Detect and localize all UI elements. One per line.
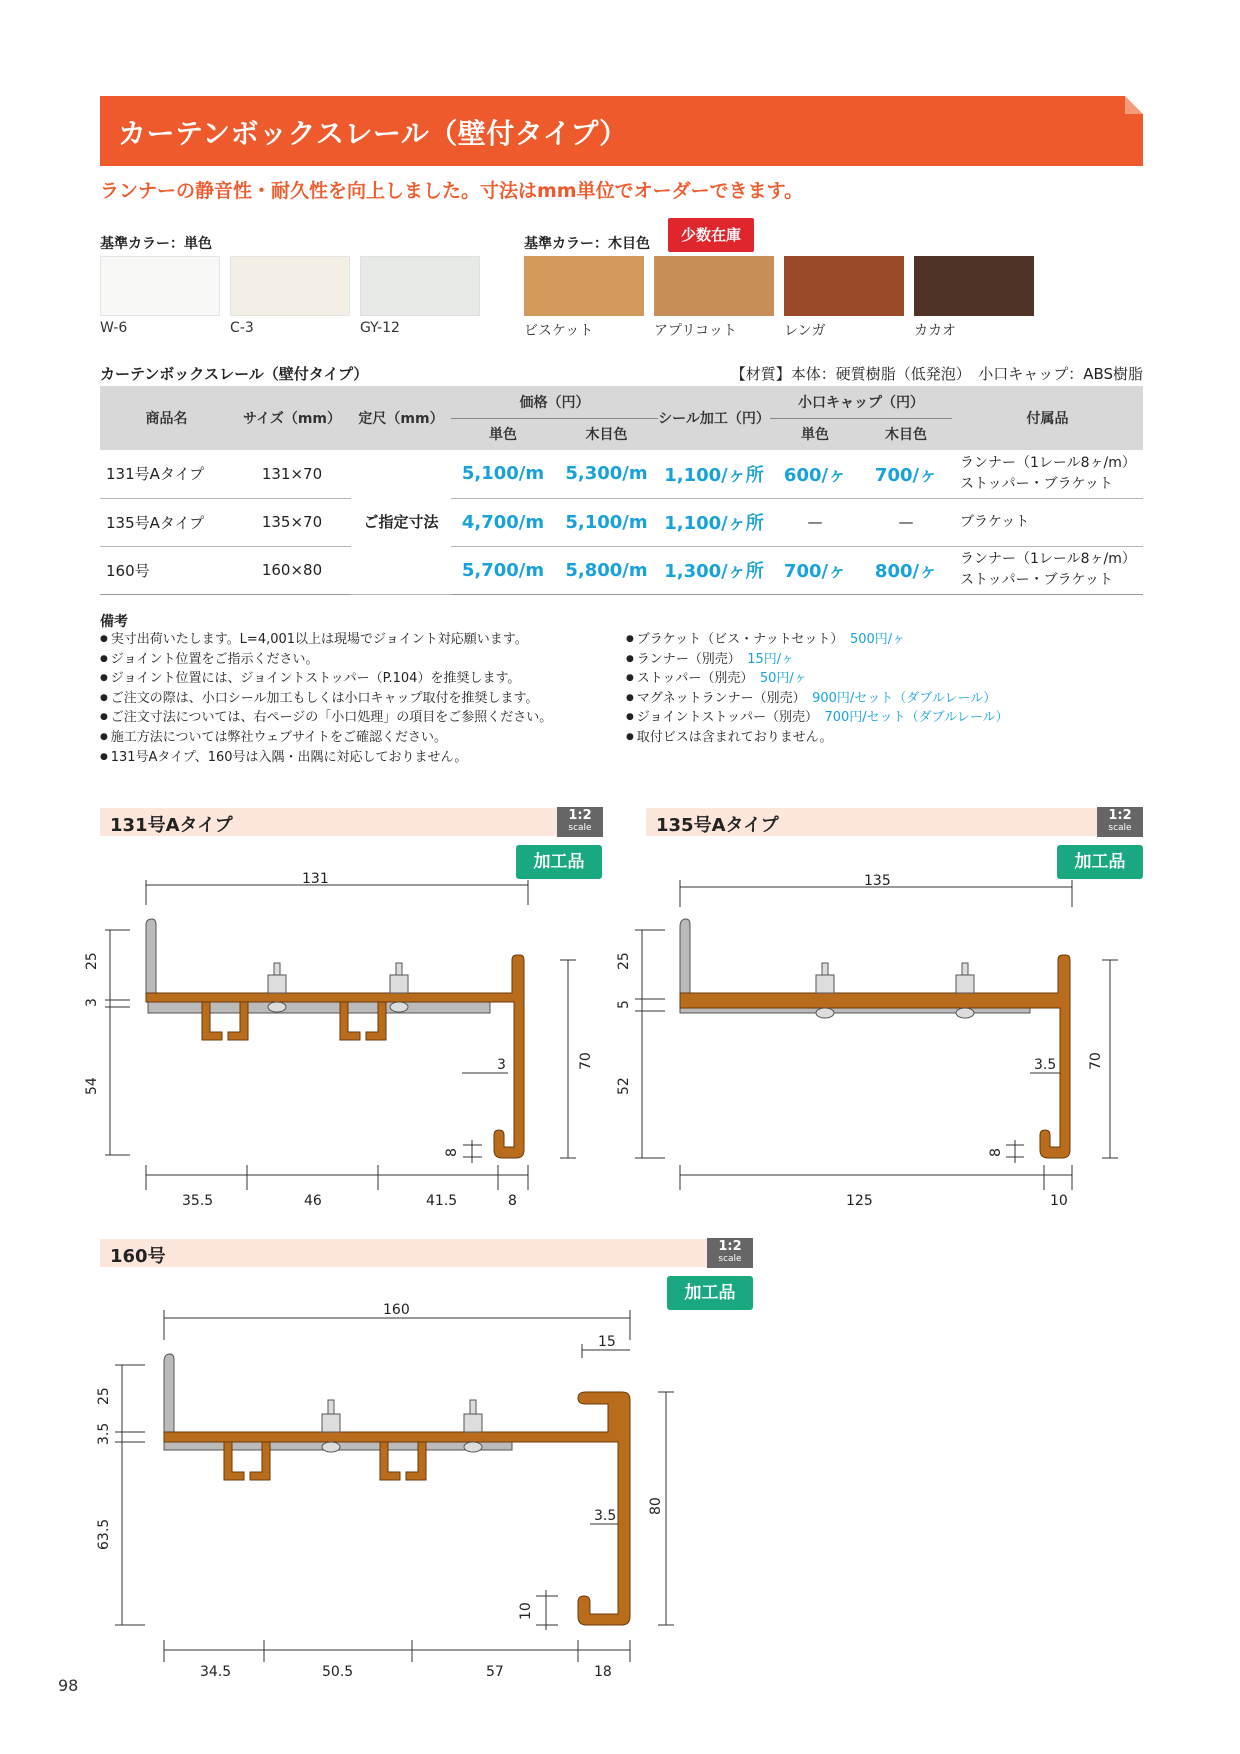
scale-ratio: 1:2: [568, 808, 592, 823]
header-size: サイズ（mm）: [233, 386, 351, 450]
scale-badge: [1097, 807, 1143, 837]
cell-cap-solid: —: [770, 498, 860, 546]
swatch-name: W-6: [100, 320, 128, 336]
header-price-solid: 単色: [451, 418, 555, 450]
note-item: ● 施工方法については弊社ウェブサイトをご確認ください。: [100, 728, 552, 748]
swatch-biscuit: [524, 256, 644, 316]
dim-b2: 46: [304, 1193, 322, 1209]
cell-cap-solid: 700/ヶ: [770, 546, 860, 594]
note-item: [626, 669, 1009, 689]
header-price-wood: 木目色: [555, 418, 658, 450]
dim-hook: 8: [444, 1148, 460, 1157]
title-bar: [100, 96, 1143, 166]
dim-lip: 15: [598, 1334, 616, 1350]
note-text: ブラケット（ビス・ナットセット）: [636, 632, 837, 647]
swatch-name: GY-12: [360, 320, 400, 336]
wood-color-label: 基準カラー：木目色: [524, 236, 650, 252]
note-item: [626, 630, 1009, 650]
swatch-c3: [230, 256, 350, 316]
cell-fixed: ご指定寸法: [351, 450, 451, 594]
cell-cap-wood: 800/ヶ: [860, 546, 952, 594]
cell-price-solid: 4,700/m: [451, 498, 555, 546]
dim-thk: 3.5: [1034, 1057, 1057, 1073]
cell-price-solid: 5,100/m: [451, 450, 555, 498]
cell-price-wood: 5,800/m: [555, 546, 658, 594]
dim-width: 160: [383, 1302, 410, 1318]
notes-heading: 備考: [100, 614, 128, 630]
dim-left-mid: 3.5: [96, 1422, 112, 1445]
header-cap-solid: 単色: [770, 418, 860, 450]
note-item: ● ジョイント位置をご指示ください。: [100, 650, 552, 670]
table-row: [100, 498, 1143, 546]
dim-left-mid: 5: [616, 1000, 632, 1009]
table-title: カーテンボックスレール（壁付タイプ）: [100, 365, 369, 383]
dim-b1: 125: [846, 1193, 873, 1209]
cell-seal: 1,100/ヶ所: [658, 450, 770, 498]
swatch-name: カカオ: [914, 323, 956, 339]
note-price: 900円/セット（ダブルレール）: [812, 690, 997, 706]
scale-word: scale: [718, 1254, 742, 1264]
section-131-title: 131号Aタイプ: [110, 815, 233, 836]
section-135-bar: [646, 808, 1143, 836]
solid-color-label: 基準カラー：単色: [100, 236, 212, 252]
header-fixed: 定尺（mm）: [351, 386, 451, 450]
note-text: ジョイントストッパー（別売）: [636, 710, 812, 726]
spec-table: [100, 386, 1143, 595]
note-item: [626, 689, 1009, 709]
stock-badge: 少数在庫: [668, 218, 754, 252]
note-item: [626, 708, 1009, 728]
cell-size: 135×70: [233, 498, 351, 546]
note-item: ● 131号Aタイプ、160号は入隅・出隅に対応しておりません。: [100, 748, 552, 768]
header-name: 商品名: [100, 386, 233, 450]
cell-acc: [952, 546, 1143, 594]
dim-width: 131: [302, 871, 329, 887]
page-title: カーテンボックスレール（壁付タイプ）: [118, 117, 628, 150]
dim-b1: 35.5: [182, 1193, 214, 1209]
cell-size: 160×80: [233, 546, 351, 594]
cell-cap-solid: 600/ヶ: [770, 450, 860, 498]
note-price: 15円/ヶ: [747, 651, 795, 667]
dim-thk: 3.5: [594, 1508, 617, 1524]
header-cap-wood: 木目色: [860, 418, 952, 450]
cell-acc: [952, 450, 1143, 498]
dim-left-mid: 3: [84, 998, 100, 1007]
kako-badge: 加工品: [1057, 845, 1143, 879]
dim-left-bot: 63.5: [96, 1518, 112, 1550]
kako-badge: 加工品: [516, 845, 602, 879]
cell-name: 131号Aタイプ: [100, 450, 233, 498]
swatch-name: C-3: [230, 320, 254, 336]
cell-price-wood: 5,100/m: [555, 498, 658, 546]
dim-left-top: 25: [616, 952, 632, 970]
dim-right-h: 80: [648, 1497, 664, 1515]
cell-size: 131×70: [233, 450, 351, 498]
dim-b4: 8: [508, 1193, 517, 1209]
note-item: [626, 650, 1009, 670]
acc-line: ランナー（1レール8ヶ/m）: [960, 454, 1136, 471]
section-160-title: 160号: [110, 1246, 166, 1267]
note-price: 700円/セット（ダブルレール）: [824, 710, 1009, 726]
note-text: マグネットランナー（別売）: [636, 690, 800, 706]
dim-left-bot: 52: [616, 1077, 632, 1095]
kako-badge: 加工品: [667, 1276, 753, 1310]
scale-word: scale: [1108, 823, 1132, 833]
dim-hook: 10: [518, 1602, 534, 1620]
table-row: [100, 450, 1143, 498]
cell-name: 135号Aタイプ: [100, 498, 233, 546]
dim-b2: 10: [1050, 1193, 1068, 1209]
acc-line: ストッパー・ブラケット: [960, 475, 1113, 492]
swatch-apricot: [654, 256, 774, 316]
dim-left-top: 25: [84, 952, 100, 970]
acc-line: ブラケット: [960, 513, 1030, 530]
header-seal: シール加工（円）: [658, 386, 770, 450]
scale-ratio: 1:2: [718, 1239, 742, 1254]
notes-right: [626, 630, 1009, 748]
cell-acc: [952, 498, 1143, 546]
header-cap: 小口キャップ（円）: [770, 386, 952, 418]
scale-badge: [707, 1238, 753, 1268]
note-item: ● ジョイント位置には、ジョイントストッパー（P.104）を推奨します。: [100, 669, 552, 689]
acc-line: ストッパー・ブラケット: [960, 572, 1113, 588]
note-item: [626, 728, 1009, 748]
swatch-name: アプリコット: [654, 323, 737, 339]
material-note: 【材質】本体：硬質樹脂（低発泡） 小口キャップ：ABS樹脂: [730, 365, 1143, 383]
profile-131-drawing: [84, 871, 610, 1215]
swatch-renga: [784, 256, 904, 316]
corner-fold: [1125, 96, 1143, 114]
cell-cap-wood: 700/ヶ: [860, 450, 952, 498]
dim-width: 135: [864, 873, 891, 889]
cell-price-wood: 5,300/m: [555, 450, 658, 498]
swatch-w6: [100, 256, 220, 316]
dim-b3: 41.5: [426, 1193, 458, 1209]
page-number: 98: [58, 1676, 79, 1695]
dim-b1: 34.5: [200, 1664, 232, 1680]
dim-left-bot: 54: [84, 1077, 100, 1095]
swatch-cacao: [914, 256, 1034, 316]
dim-b2: 50.5: [322, 1664, 354, 1680]
cell-seal: 1,300/ヶ所: [658, 546, 770, 594]
header-price: 価格（円）: [451, 386, 658, 418]
cell-cap-wood: —: [860, 498, 952, 546]
notes-left: [100, 630, 552, 767]
header-acc: 付属品: [952, 386, 1143, 450]
cell-seal: 1,100/ヶ所: [658, 498, 770, 546]
note-price: 50円/ヶ: [759, 671, 807, 687]
note-text: ランナー（別売）: [636, 651, 735, 667]
dim-b3: 57: [486, 1664, 504, 1680]
swatch-gy12: [360, 256, 480, 316]
dim-hook: 8: [988, 1148, 1004, 1157]
dim-right-h: 70: [1088, 1052, 1104, 1070]
note-price: 500円/ヶ: [849, 632, 906, 647]
dim-b4: 18: [594, 1664, 612, 1680]
profile-135-drawing: [616, 873, 1140, 1215]
section-135-title: 135号Aタイプ: [656, 815, 779, 836]
acc-line: ランナー（1レール8ヶ/m）: [960, 551, 1136, 567]
profile-160-drawing: [96, 1300, 700, 1680]
dim-right-h: 70: [578, 1052, 594, 1070]
note-item: ● 実寸出荷いたします。L=4,001以上は現場でジョイント対応願います。: [100, 630, 552, 650]
swatch-name: レンガ: [784, 323, 826, 339]
scale-word: scale: [568, 823, 592, 833]
scale-badge: [557, 807, 603, 837]
section-160-bar: [100, 1239, 753, 1267]
subtitle: ランナーの静音性・耐久性を向上しました。寸法はmm単位でオーダーできます。: [100, 180, 804, 202]
dim-left-top: 25: [96, 1387, 112, 1405]
cell-name: 160号: [100, 546, 233, 594]
section-131-bar: [100, 808, 603, 836]
scale-ratio: 1:2: [1108, 808, 1132, 823]
table-row: [100, 546, 1143, 594]
note-item: ● ご注文の際は、小口シール加工もしくは小口キャップ取付を推奨します。: [100, 689, 552, 709]
dim-thk: 3: [497, 1057, 506, 1073]
cell-price-solid: 5,700/m: [451, 546, 555, 594]
note-text: 取付ビスは含まれておりません。: [636, 729, 833, 745]
note-item: ● ご注文寸法については、右ページの「小口処理」の項目をご参照ください。: [100, 708, 552, 728]
swatch-name: ビスケット: [524, 323, 594, 339]
note-text: ストッパー（別売）: [636, 671, 747, 687]
